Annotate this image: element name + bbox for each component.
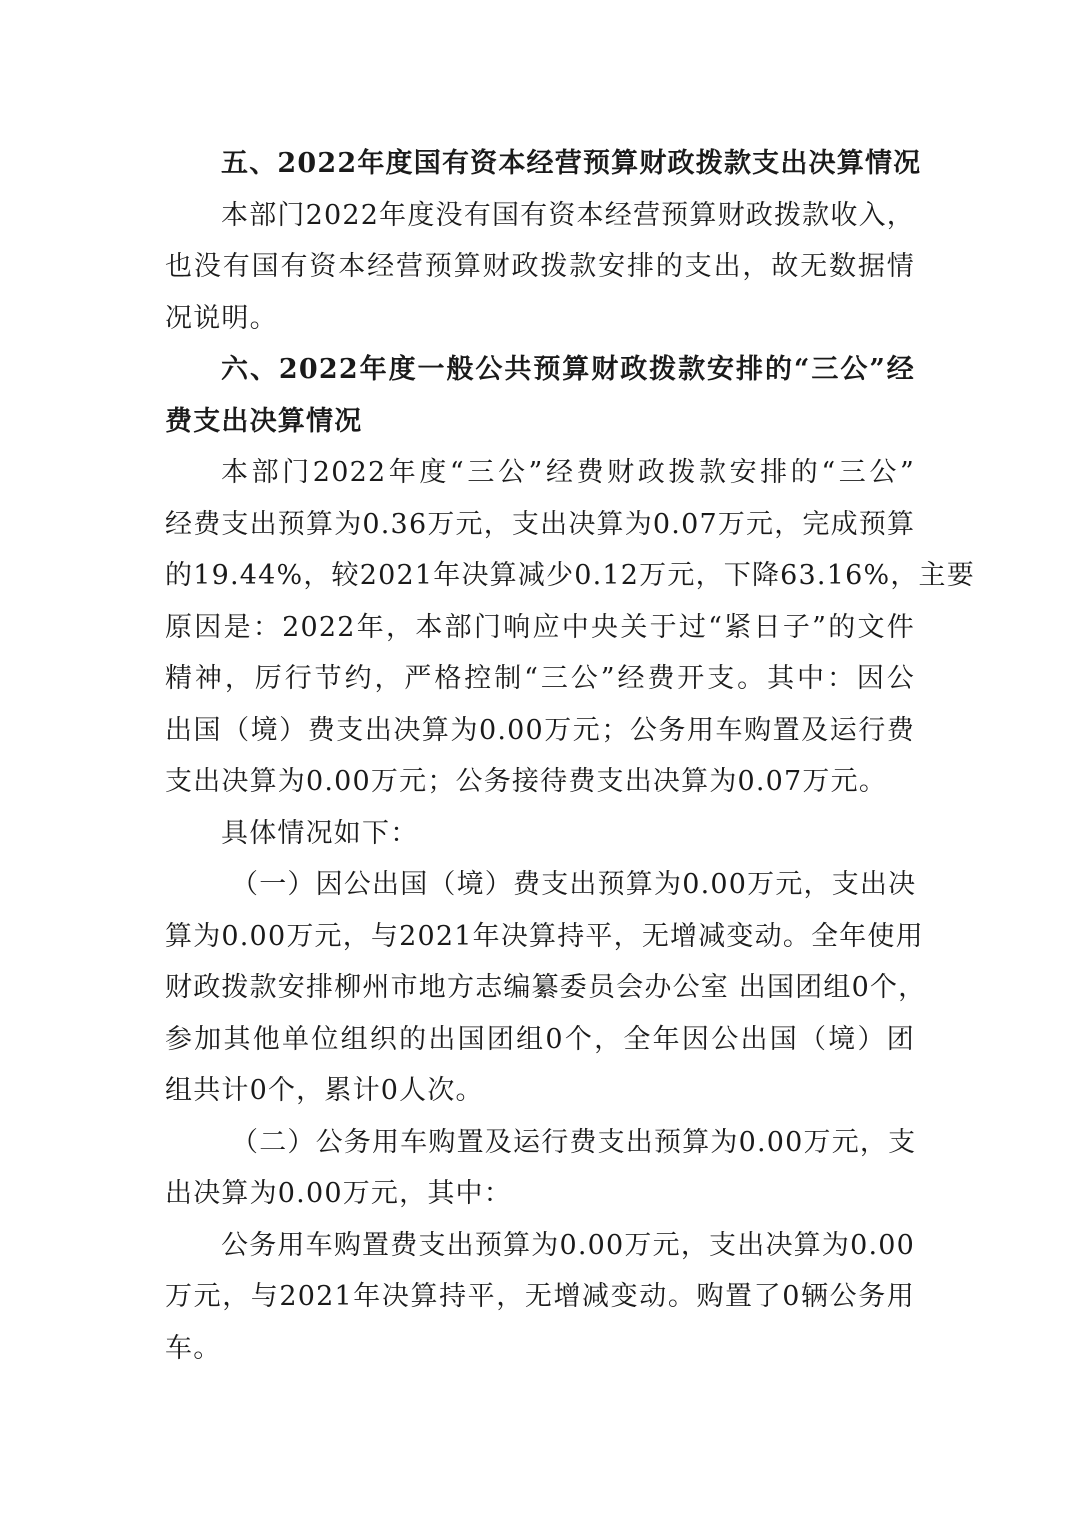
item-1-line: 财政拨款安排柳州市地方志编纂委员会办公室 出国团组0个， bbox=[165, 972, 927, 1003]
paragraph-line: 的19.44%，较2021年决算减少0.12万元，下降63.16%，主要 bbox=[165, 560, 975, 591]
paragraph-line: 本部门2022年度“三公”经费财政拨款安排的“三公” bbox=[221, 457, 915, 488]
paragraph-line: 本部门2022年度没有国有资本经营预算财政拨款收入， bbox=[221, 199, 915, 231]
section-heading-5: 五、2022年度国有资本经营预算财政拨款支出决算情况 bbox=[221, 148, 922, 179]
intro-line: 具体情况如下： bbox=[221, 817, 419, 849]
paragraph-line: 车。 bbox=[165, 1332, 222, 1364]
paragraph-line: 经费支出预算为0.36万元，支出决算为0.07万元，完成预算 bbox=[165, 508, 916, 540]
item-2-line: （二）公务用车购置及运行费支出预算为0.00万元，支 bbox=[231, 1126, 917, 1158]
item-2-line: 出决算为0.00万元，其中： bbox=[165, 1178, 512, 1209]
paragraph-line: 万元，与2021年决算持平，无增减变动。购置了0辆公务用 bbox=[165, 1281, 915, 1312]
document-body bbox=[165, 138, 975, 1374]
paragraph-line: 原因是：2022年，本部门响应中央关于过“紧日子”的文件 bbox=[165, 611, 915, 643]
paragraph-line: 也没有国有资本经营预算财政拨款安排的支出，故无数据情 bbox=[165, 251, 915, 282]
paragraph-line: 况说明。 bbox=[165, 302, 278, 334]
paragraph-line: 支出决算为0.00万元；公务接待费支出决算为0.07万元。 bbox=[165, 766, 888, 797]
paragraph-line: 精神，厉行节约，严格控制“三公”经费开支。其中：因公 bbox=[165, 663, 915, 694]
section-heading-6: 六、2022年度一般公共预算财政拨款安排的“三公”经 bbox=[221, 354, 915, 385]
item-1-line: （一）因公出国（境）费支出预算为0.00万元，支出决 bbox=[231, 869, 917, 900]
paragraph-line: 出国（境）费支出决算为0.00万元；公务用车购置及运行费 bbox=[165, 714, 915, 746]
item-1-line: 算为0.00万元，与2021年决算持平，无增减变动。全年使用 bbox=[165, 920, 924, 952]
paragraph-line: 公务用车购置费支出预算为0.00万元，支出决算为0.00 bbox=[221, 1229, 915, 1261]
section-heading-6-cont: 费支出决算情况 bbox=[165, 405, 363, 437]
item-1-line: 组共计0个，累计0人次。 bbox=[165, 1075, 484, 1106]
item-1-line: 参加其他单位组织的出国团组0个，全年因公出国（境）团 bbox=[165, 1023, 915, 1055]
